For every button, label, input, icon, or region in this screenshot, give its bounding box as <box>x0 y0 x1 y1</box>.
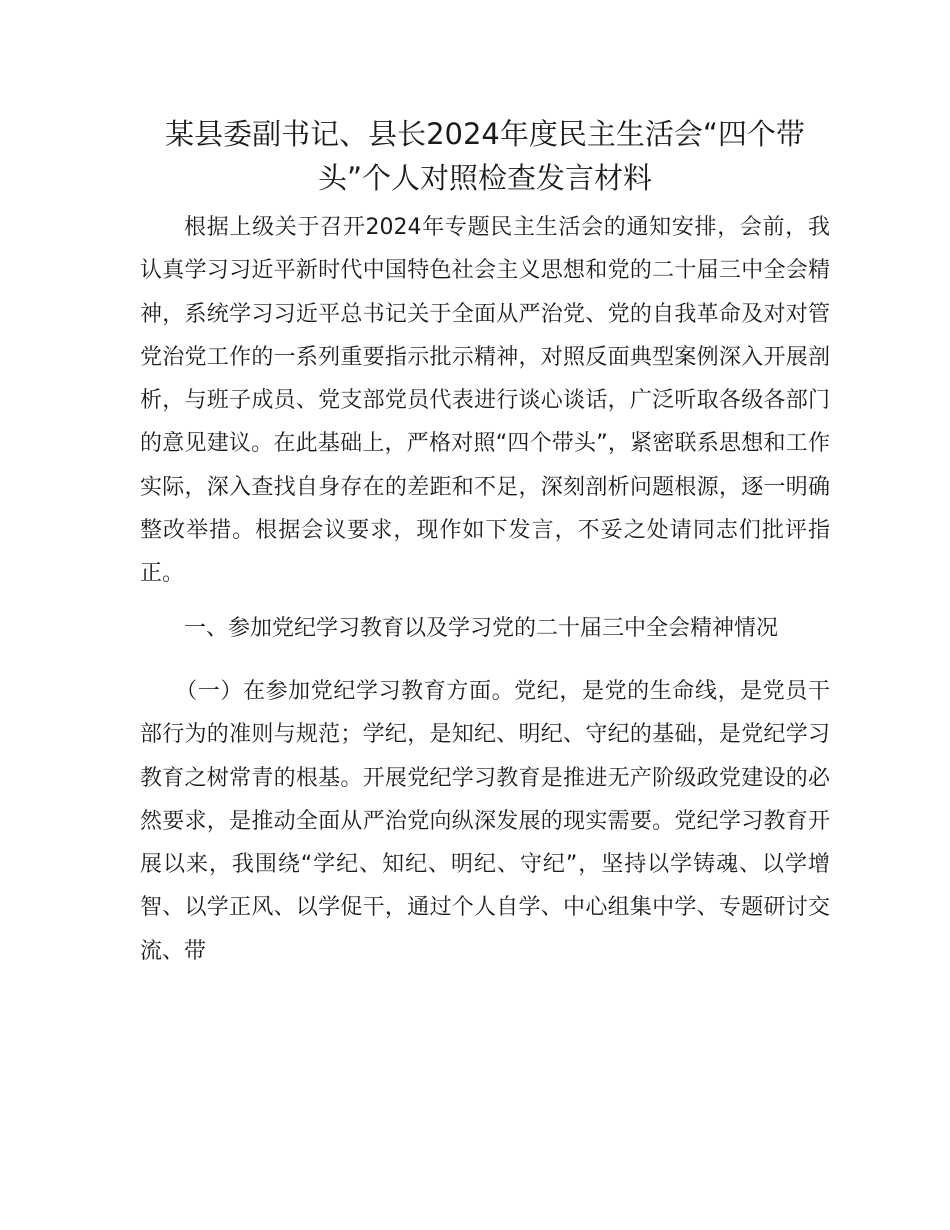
document-page <box>140 112 830 973</box>
section-heading: 一、参加党纪学习教育以及学习党的二十届三中全会精神情况 <box>184 615 779 641</box>
subsection-paragraph: （一）在参加党纪学习教育方面。党纪，是党的生命线，是党员干部行为的准则与规范；学纪，是知纪、明纪、守纪的基础，是党纪学习教育之树常青的根基。开展党纪学习教育是推进无产阶级政党建设的必然要求，是推动全面从严治党向纵深发展的现实需要。党纪学习教育开展以来，我围绕“学纪、知纪、明纪、守纪”，坚持以学铸魂、以学增智、以学正风、以学促干，通过个人自学、中心组集中学、专题研讨交流、带 <box>140 678 830 964</box>
document-title: 某县委副书记、县长2024年度民主生活会“四个带头”个人对照检查发言材料 <box>165 117 805 195</box>
intro-paragraph: 根据上级关于召开2024年专题民主生活会的通知安排，会前，我认真学习习近平新时代中国特色社会主义思想和党的二十届三中全会精神，系统学习习近平总书记关于全面从严治党、党的自我革命及对对管党治党工作的一系列重要指示批示精神，对照反面典型案例深入开展剖析，与班子成员、党支部党员代表进行谈心谈话，广泛听取各级各部门的意见建议。在此基础上，严格对照“四个带头”，紧密联系思想和工作实际，深入查找自身存在的差距和不足，深刻剖析问题根源，逐一明确整改举措。根据会议要求，现作如下发言，不妥之处请同志们批评指正。 <box>140 215 830 587</box>
